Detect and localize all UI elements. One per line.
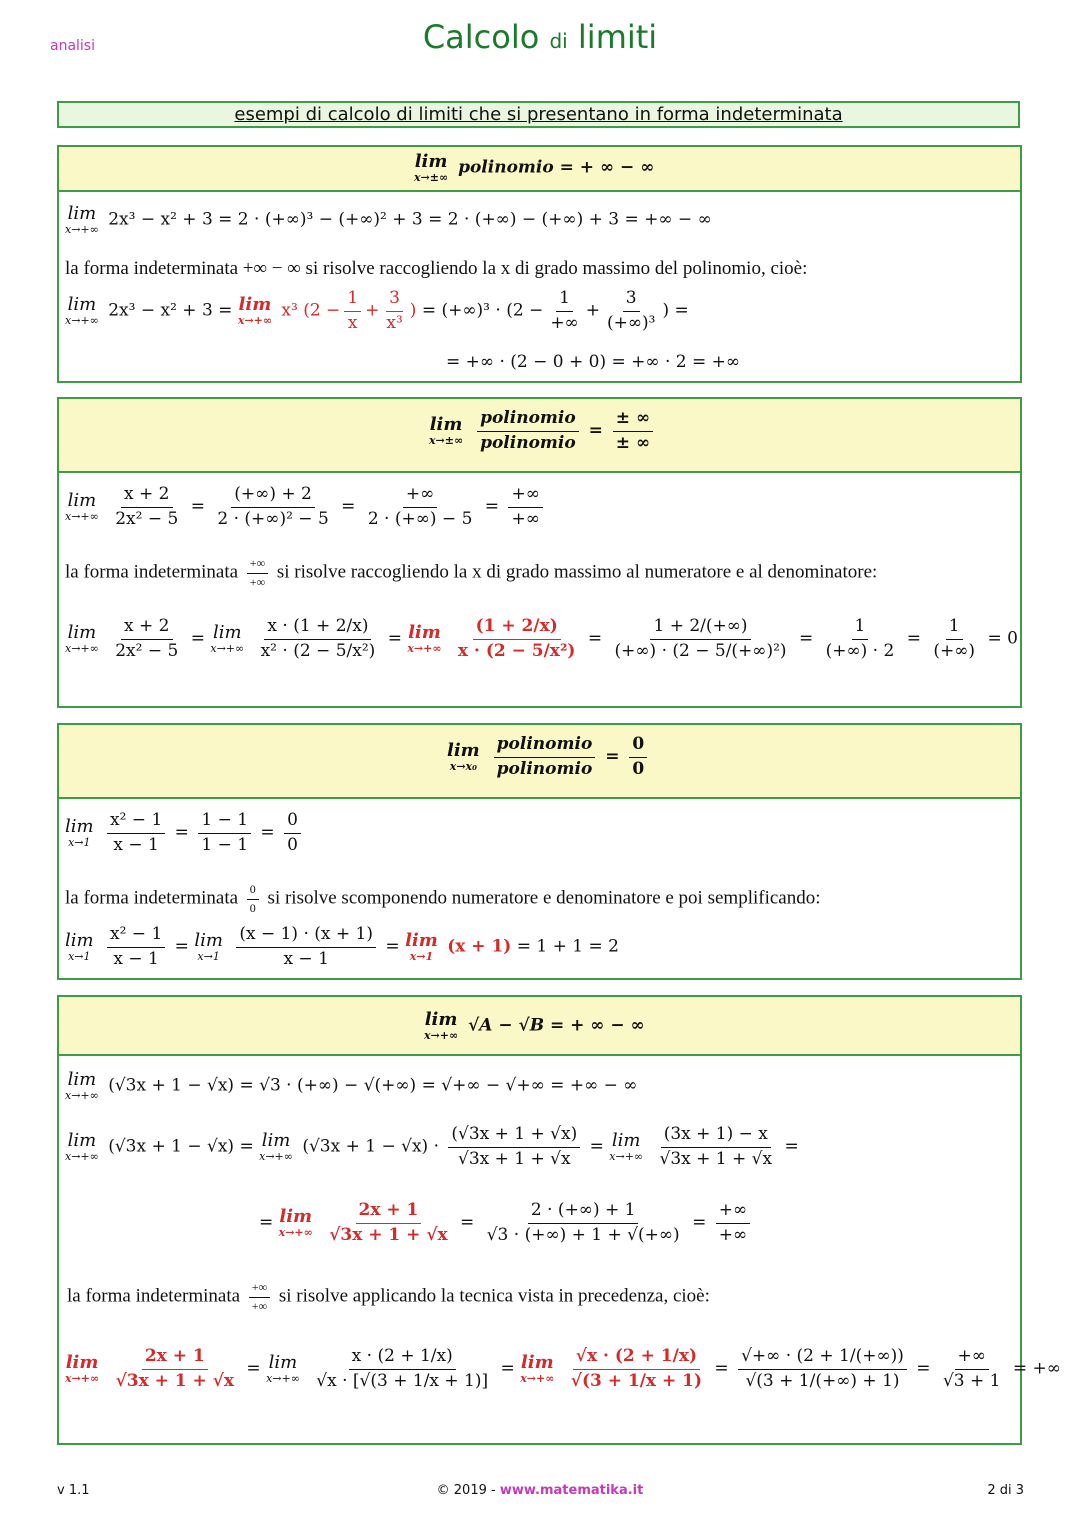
section-3-header <box>59 725 1020 799</box>
section-1-explain: la forma indeterminata +∞ − ∞ si risolve raccogliendo la x di grado massimo del polinomio, cioè: <box>65 258 808 279</box>
section-4-line-5: lim x→+∞ $\frac{2x + 1}{√3x + 1 + √x}$ = lim x→+∞ $\frac{x \cdot (2 + 1/x)}{√x \cdot [√(3 + 1/x + 1)]}$ = lim x→+∞ $\frac{√x \cdot (2 + 1/x)}{√(3 + 1/x + 1)}$ = $\frac{√+\infty \cdot (2 + 1/(+\infty))}{√(3 + 1/(+\infty) + 1)}$ = +∞ √3 + 1 = +∞ <box>65 1346 1061 1391</box>
section-3-line-1: lim x→1 $\frac{\text{x² − 1}}{x - 1}$ = $\frac{1 - 1}{1 - 1}$ = $\frac{0}{0}$ <box>65 811 305 855</box>
section-poly-ratio-zero <box>57 723 1022 980</box>
title-part-3: limiti <box>577 18 658 56</box>
section-4-line-3: = lim x→+∞ $\frac{2x + 1}{√3x + 1 + √x}$ = $\frac{2 \cdot (+\infty) + 1}{√3 \cdot (+\infty) + 1 + √(+\infty)}$ = +∞ +∞ <box>259 1201 754 1245</box>
page-title <box>0 18 1080 56</box>
section-4-line-2: lim x→+∞ (√3x + 1 − √x) = lim x→+∞ (√3x + 1 − √x) · $\frac{(√3x + 1 + √x)}{√3x + 1 + √x}$ = lim x→+∞ $\frac{(3x + 1) - x}{√3x + 1 + √x}$ = <box>65 1124 799 1169</box>
section-1-line-4: = +∞ · (2 − 0 + 0) = +∞ · 2 = +∞ <box>446 352 741 372</box>
section-4-explain: la forma indeterminata +∞ +∞ si risolve applicando la tecnica vista in precedenza, cioè: <box>67 1280 710 1313</box>
section-2-line-3: lim x→+∞ $\frac{x + 2}{\text{2x² − 5}}$ = lim x→+∞ $\frac{x \cdot (1 + 2/x)}{\text{x² · (2 − 5/x²)}}$ = lim x→+∞ $\frac{(1 + 2/x)}{\text{x · (2 − 5/x²)}}$ = $\frac{1 + 2/(+\infty)}{\text{(+∞) · (2 − 5/(+∞)²)}}$ = $\frac{1}{(+\infty) \cdot 2}$ = 1 (+∞) = 0 <box>65 616 1018 661</box>
section-1-line-3: lim x→+∞ 2x³ − x² + 3 = lim x→+∞ x³ (2 − $\frac{1}{x}$ + $\frac{3}{\text{x³}}$ ) = (+∞)³ · (2 − 1 +∞ + 3 (+∞)³ ) = <box>65 288 689 333</box>
copyright: © 2019 - www.matematika.it <box>436 1483 644 1498</box>
section-root-diff <box>57 995 1061 1445</box>
section-3-explain: la forma indeterminata $\frac{0}{0}$ si risolve scomponendo numeratore e denominatore e poi semplificando: <box>65 882 821 915</box>
section-poly-inf <box>57 145 1022 383</box>
site-link[interactable]: www.matematika.it <box>499 1483 644 1498</box>
section-3-title: lim x→x₀ polinomio polinomio = $\frac{0}{0}$ <box>447 735 651 779</box>
section-poly-ratio-inf <box>57 397 1022 708</box>
subject-label: analisi <box>50 38 95 54</box>
title-part-2: di <box>549 29 568 53</box>
section-1-line-1: lim x→+∞ 2x³ − x² + 3 = 2 · (+∞)³ − (+∞)² + 3 = 2 · (+∞) − (+∞) + 3 = +∞ − ∞ <box>65 203 712 236</box>
version-label: v 1.1 <box>57 1483 90 1498</box>
intro-banner <box>57 101 1020 128</box>
section-2-header <box>59 399 1020 473</box>
section-1-title: lim x→±∞ polinomio = + ∞ − ∞ <box>414 151 655 184</box>
page-number: 2 di 3 <box>987 1483 1024 1498</box>
section-4-line-1: lim x→+∞ (√3x + 1 − √x) = √3 · (+∞) − √(+∞) = √+∞ − √+∞ = +∞ − ∞ <box>65 1069 638 1102</box>
intro-text: esempi di calcolo di limiti che si presentano in forma indeterminata <box>234 104 843 125</box>
section-4-header <box>59 997 1020 1056</box>
section-4-title: lim x→+∞ √A − √B = + ∞ − ∞ <box>424 1009 645 1042</box>
section-1-header <box>59 147 1020 192</box>
section-2-title: lim x→±∞ polinomio polinomio = ± ∞ ± ∞ <box>429 409 657 453</box>
section-2-explain: la forma indeterminata +∞ +∞ si risolve raccogliendo la x di grado massimo al numeratore e al denominatore: <box>65 556 878 589</box>
section-3-line-3: lim x→1 $\frac{\text{x² − 1}}{x - 1}$ = lim x→1 $\frac{(x - 1) \cdot (x + 1)}{x - 1}$ = lim x→1 (x + 1) = 1 + 1 = 2 <box>65 924 619 969</box>
section-2-line-1: lim x→+∞ $\frac{x + 2}{\text{2x² − 5}}$ = $\frac{(+\infty) + 2}{\text{2 · (+∞)² − 5}}$ = +∞ 2 · (+∞) − 5 = +∞ +∞ <box>65 485 547 529</box>
title-part-1: Calcolo <box>422 18 540 56</box>
